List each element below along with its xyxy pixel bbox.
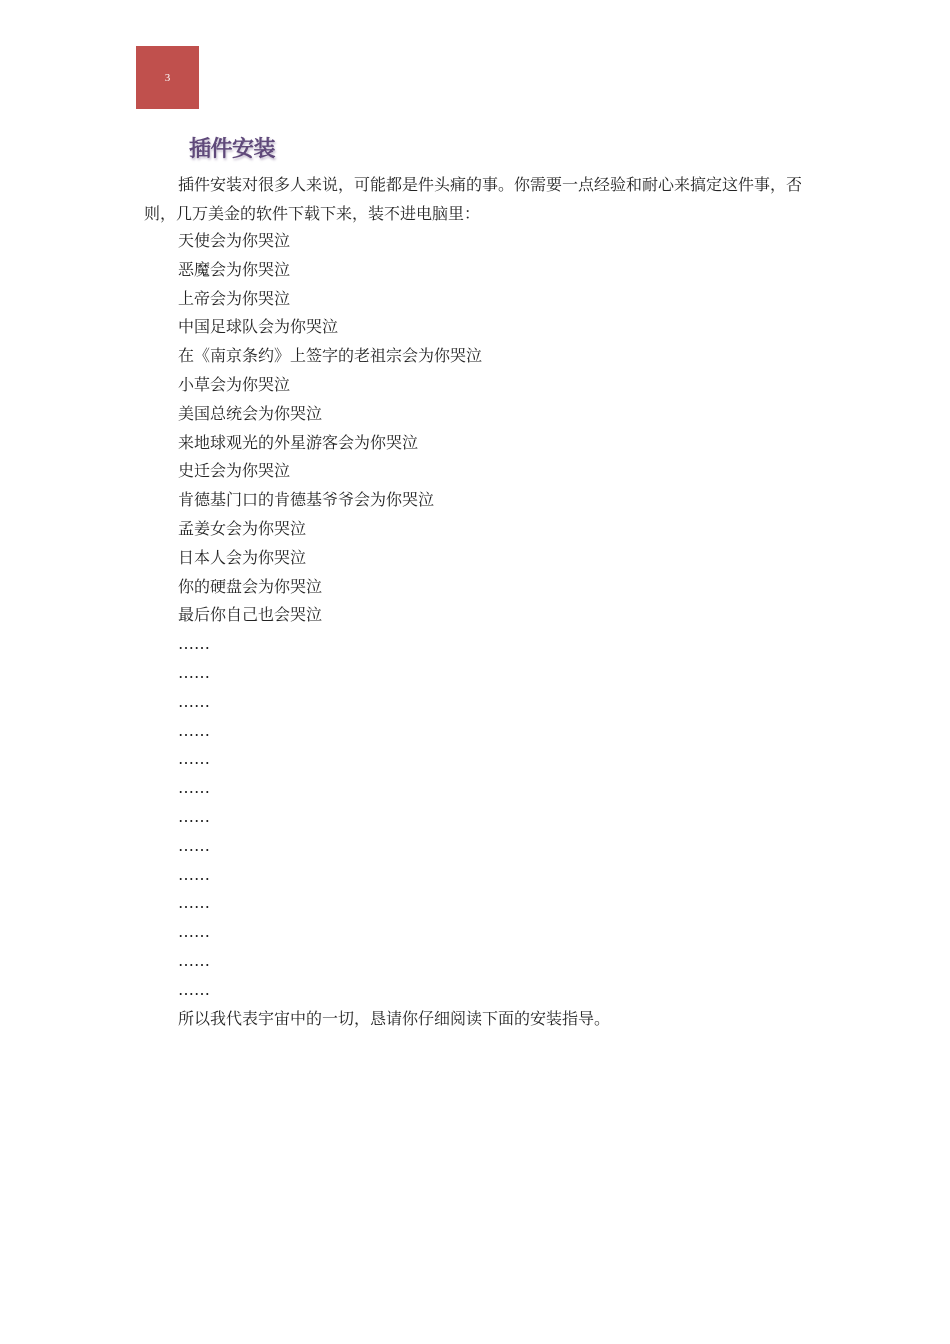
list-item: 恶魔会为你哭泣 — [178, 259, 291, 279]
list-item: 日本人会为你哭泣 — [178, 547, 307, 567]
list-item: 中国足球队会为你哭泣 — [178, 317, 339, 337]
list-item: 小草会为你哭泣 — [178, 374, 291, 394]
list-item: 来地球观光的外星游客会为你哭泣 — [178, 432, 419, 452]
list-item: 上帝会为你哭泣 — [178, 288, 291, 308]
ellipsis-line: …… — [178, 950, 210, 970]
ellipsis-line: …… — [178, 662, 210, 682]
list-item: 天使会为你哭泣 — [178, 231, 291, 250]
ellipsis-line: …… — [178, 806, 210, 826]
crying-list — [178, 227, 482, 1005]
ellipsis-line: …… — [178, 778, 210, 798]
ellipsis-line: …… — [178, 634, 210, 654]
list-item: 你的硬盘会为你哭泣 — [178, 576, 323, 596]
ellipsis-line: …… — [178, 922, 210, 942]
section-title: 插件安装 — [189, 137, 276, 162]
list-item: 孟姜女会为你哭泣 — [178, 518, 307, 538]
ellipsis-line: …… — [178, 893, 210, 913]
list-item: 史迁会为你哭泣 — [178, 461, 291, 481]
closing-paragraph: 所以我代表宇宙中的一切，恳请你仔细阅读下面的安装指导。 — [178, 1009, 611, 1028]
ellipsis-line: …… — [178, 864, 210, 884]
ellipsis-line: …… — [178, 749, 210, 769]
list-item: 在《南京条约》上签字的老祖宗会为你哭泣 — [178, 346, 483, 366]
ellipsis-line: …… — [178, 979, 210, 999]
page-number: 3 — [164, 71, 171, 84]
ellipsis-line: …… — [178, 720, 210, 740]
list-item: 肯德基门口的肯德基爷爷会为你哭泣 — [178, 490, 435, 510]
ellipsis-line: …… — [178, 835, 210, 855]
list-item: 美国总统会为你哭泣 — [178, 403, 323, 423]
ellipsis-line: …… — [178, 691, 210, 711]
list-item: 最后你自己也会哭泣 — [178, 605, 323, 625]
page-number-badge — [136, 46, 199, 109]
intro-paragraph: 插件安装对很多人来说，可能都是件头痛的事。你需要一点经验和耐心来搞定这件事，否则，几万美金的软件下载下来，装不进电脑里： — [144, 175, 803, 223]
